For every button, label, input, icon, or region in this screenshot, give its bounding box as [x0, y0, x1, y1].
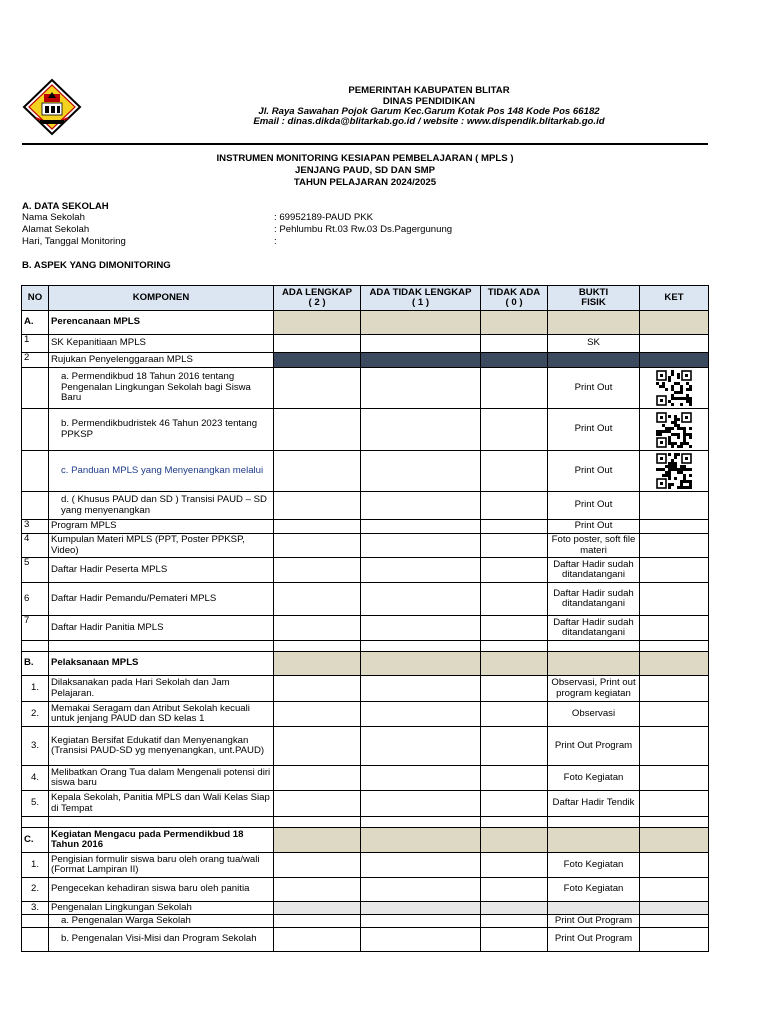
checkbox-cell[interactable]	[481, 727, 548, 766]
checkbox-cell[interactable]	[481, 409, 548, 451]
checkbox-cell[interactable]	[361, 335, 481, 353]
table-row: a. Pengenalan Warga Sekolah Print Out Program	[22, 915, 709, 928]
document-subtitle-level: JENJANG PAUD, SD DAN SMP	[294, 165, 436, 176]
checkbox-cell[interactable]	[361, 492, 481, 520]
checkbox-cell[interactable]	[481, 335, 548, 353]
checkbox-cell[interactable]	[274, 583, 361, 616]
field-label-school-address: Alamat Sekolah	[22, 224, 90, 235]
table-row: a. Permendikbud 18 Tahun 2016 tentang Pengenalan Lingkungan Sekolah bagi Siswa Baru Print Out	[22, 368, 709, 409]
checkbox-cell[interactable]	[481, 492, 548, 520]
checkbox-cell[interactable]	[274, 558, 361, 583]
checkbox-cell[interactable]	[361, 853, 481, 878]
checkbox-cell[interactable]	[481, 853, 548, 878]
document-subtitle-year: TAHUN PELAJARAN 2024/2025	[293, 177, 437, 188]
checkbox-cell[interactable]	[274, 928, 361, 952]
checkbox-cell[interactable]	[481, 791, 548, 817]
table-row: 2. Pengecekan kehadiran siswa baru oleh panitia Foto Kegiatan	[22, 878, 709, 902]
checkbox-cell[interactable]	[481, 915, 548, 928]
checkbox-cell[interactable]	[274, 791, 361, 817]
checkbox-cell[interactable]	[274, 335, 361, 353]
qr-code-icon[interactable]	[656, 453, 692, 489]
panduan-link[interactable]: c. Panduan MPLS yang Menyenangkan melalui	[49, 451, 274, 492]
checkbox-cell[interactable]	[361, 409, 481, 451]
checkbox-cell[interactable]	[274, 534, 361, 558]
checkbox-cell[interactable]	[274, 409, 361, 451]
header-ket: KET	[640, 286, 709, 311]
table-row: 5. Kepala Sekolah, Panitia MPLS dan Wali Kelas Siap di Tempat Daftar Hadir Tendik	[22, 791, 709, 817]
field-value-school-name: : 69952189-PAUD PKK	[274, 212, 374, 223]
field-value-monitoring-date: :	[274, 236, 277, 247]
checkbox-cell[interactable]	[481, 451, 548, 492]
header-agency: DINAS PENDIDIKAN	[382, 96, 476, 107]
checkbox-cell[interactable]	[481, 878, 548, 902]
section-b-heading: B. ASPEK YANG DIMONITORING	[22, 260, 171, 271]
checkbox-cell[interactable]	[274, 915, 361, 928]
header-divider	[22, 143, 708, 145]
checkbox-cell[interactable]	[481, 368, 548, 409]
checkbox-cell[interactable]	[481, 520, 548, 534]
header-bukti-fisik: BUKTI FISIK	[548, 286, 640, 311]
checkbox-cell[interactable]	[361, 915, 481, 928]
section-a-title: Perencanaan MPLS	[49, 311, 274, 335]
checkbox-cell[interactable]	[274, 702, 361, 727]
field-label-monitoring-date: Hari, Tanggal Monitoring	[22, 236, 126, 247]
header-ada-tidak-lengkap: ADA TIDAK LENGKAP ( 1 )	[361, 286, 481, 311]
checkbox-cell[interactable]	[481, 766, 548, 791]
checkbox-cell[interactable]	[361, 534, 481, 558]
checkbox-cell[interactable]	[361, 928, 481, 952]
document-title: INSTRUMEN MONITORING KESIAPAN PEMBELAJARAN ( MPLS )	[216, 153, 514, 164]
field-value-school-address: : Pehlumbu Rt.03 Rw.03 Ds.Pagergunung	[274, 224, 453, 235]
checkbox-cell[interactable]	[361, 878, 481, 902]
header-ada-lengkap: ADA LENGKAP ( 2 )	[274, 286, 361, 311]
table-header-row	[22, 286, 709, 311]
checkbox-cell[interactable]	[481, 616, 548, 641]
spacer-row	[22, 817, 709, 828]
checkbox-cell[interactable]	[361, 766, 481, 791]
checkbox-cell[interactable]	[361, 451, 481, 492]
header-komponen: KOMPONEN	[49, 286, 274, 311]
qr-code-icon[interactable]	[656, 370, 692, 406]
header-no: NO	[22, 286, 49, 311]
section-row-b: B. Pelaksanaan MPLS	[22, 652, 709, 676]
table-row: b. Permendikbudristek 46 Tahun 2023 tentang PPKSP Print Out	[22, 409, 709, 451]
table-row: 4. Melibatkan Orang Tua dalam Mengenali potensi diri siswa baru Foto Kegiatan	[22, 766, 709, 791]
checkbox-cell[interactable]	[481, 534, 548, 558]
checkbox-cell[interactable]	[361, 676, 481, 702]
checkbox-cell[interactable]	[361, 616, 481, 641]
checkbox-cell[interactable]	[274, 492, 361, 520]
checkbox-cell[interactable]	[361, 791, 481, 817]
checkbox-cell[interactable]	[361, 727, 481, 766]
header-tidak-ada: TIDAK ADA ( 0 )	[481, 286, 548, 311]
header-contact: Email : dinas.dikda@blitarkab.go.id / website : www.dispendik.blitarkab.go.id	[253, 116, 605, 127]
table-row: c. Panduan MPLS yang Menyenangkan melalui Print Out	[22, 451, 709, 492]
checkbox-cell[interactable]	[361, 702, 481, 727]
checkbox-cell[interactable]	[274, 520, 361, 534]
table-row: 1. Pengisian formulir siswa baru oleh orang tua/wali (Format Lampiran II) Foto Kegiatan	[22, 853, 709, 878]
checkbox-cell[interactable]	[274, 853, 361, 878]
table-row: 3. Kegiatan Bersifat Edukatif dan Menyenangkan (Transisi PAUD-SD yg menyenangkan, unt.PAUD) Print Out Program	[22, 727, 709, 766]
section-a-no: A.	[22, 311, 49, 335]
checkbox-cell[interactable]	[361, 520, 481, 534]
checkbox-cell[interactable]	[361, 583, 481, 616]
checkbox-cell[interactable]	[274, 368, 361, 409]
checkbox-cell[interactable]	[274, 451, 361, 492]
checkbox-cell[interactable]	[481, 558, 548, 583]
table-row: 2. Memakai Seragam dan Atribut Sekolah kecuali untuk jenjang PAUD dan SD kelas 1 Observasi	[22, 702, 709, 727]
table-row: 2 Rujukan Penyelenggaraan MPLS	[22, 353, 709, 368]
table-row: 7 Daftar Hadir Panitia MPLS Daftar Hadir sudah ditandatangani	[22, 616, 709, 641]
section-row-c: C. Kegiatan Mengacu pada Permendikbud 18 Tahun 2016	[22, 828, 709, 853]
table-row: 6 Daftar Hadir Pemandu/Pemateri MPLS Daftar Hadir sudah ditandatangani	[22, 583, 709, 616]
checkbox-cell[interactable]	[481, 676, 548, 702]
table-row: 4 Kumpulan Materi MPLS (PPT, Poster PPKSP, Video) Foto poster, soft file materi	[22, 534, 709, 558]
table-row: 1. Dilaksanakan pada Hari Sekolah dan Jam Pelajaran. Observasi, Print out program kegiatan	[22, 676, 709, 702]
checkbox-cell[interactable]	[274, 616, 361, 641]
spacer-row	[22, 641, 709, 652]
field-label-school-name: Nama Sekolah	[22, 212, 85, 223]
checkbox-cell[interactable]	[274, 727, 361, 766]
qr-code-icon[interactable]	[656, 412, 692, 448]
section-row-a	[22, 311, 709, 335]
monitoring-table	[21, 285, 709, 952]
checkbox-cell[interactable]	[481, 583, 548, 616]
header-government: PEMERINTAH KABUPATEN BLITAR	[348, 85, 510, 96]
checkbox-cell[interactable]	[481, 702, 548, 727]
checkbox-cell[interactable]	[274, 766, 361, 791]
table-row: d. ( Khusus PAUD dan SD ) Transisi PAUD – SD yang menyenangkan Print Out	[22, 492, 709, 520]
section-a-heading: A. DATA SEKOLAH	[22, 201, 109, 212]
checkbox-cell[interactable]	[361, 368, 481, 409]
table-row: 1 SK Kepanitiaan MPLS SK	[22, 335, 709, 353]
checkbox-cell[interactable]	[361, 558, 481, 583]
table-row: 3 Program MPLS Print Out	[22, 520, 709, 534]
kabupaten-blitar-logo	[22, 78, 82, 136]
checkbox-cell[interactable]	[481, 928, 548, 952]
table-row: b. Pengenalan Visi-Misi dan Program Sekolah Print Out Program	[22, 928, 709, 952]
header-address: Jl. Raya Sawahan Pojok Garum Kec.Garum Kotak Pos 148 Kode Pos 66182	[258, 106, 600, 117]
checkbox-cell[interactable]	[274, 878, 361, 902]
checkbox-cell[interactable]	[274, 676, 361, 702]
table-row: 3. Pengenalan Lingkungan Sekolah	[22, 902, 709, 915]
table-row: 5 Daftar Hadir Peserta MPLS Daftar Hadir sudah ditandatangani	[22, 558, 709, 583]
